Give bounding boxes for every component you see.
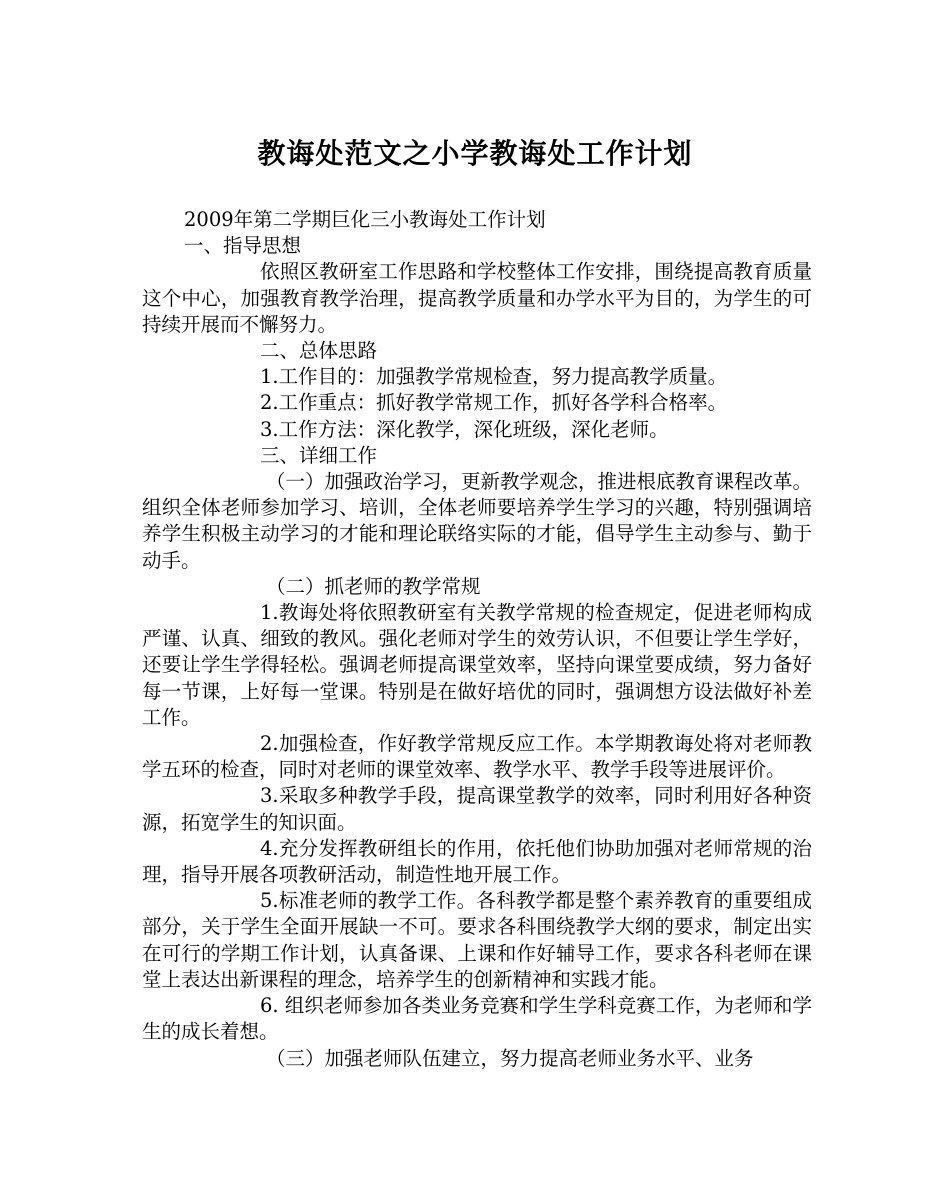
list-item: 1.教诲处将依照教研室有关教学常规的检查规定，促进老师构成严谨、认真、细致的教风。强化老师对学生的效劳认识，不但要让学生学好，还要让学生学得轻松。强调老师提高课堂效率，坚持向课堂要成绩，努力备好每一节课，上好每一堂课。特别是在做好培优的同时，强调想方设法做好补差工作。 [142,601,812,729]
list-item: 3.采取多种教学手段，提高课堂教学的效率，同时利用好各种资源，拓宽学生的知识面。 [142,784,812,834]
list-item: 1.工作目的：加强教学常规检查，努力提高教学质量。 [260,365,728,389]
section-heading-overall-idea: 二、总体思路 [260,339,378,363]
paragraph-plan-heading: 2009年第二学期巨化三小教诲处工作计划 [184,208,546,231]
list-item: 6. 组织老师参加各类业务竞赛和学生学科竞赛工作，为老师和学生的成长着想。 [142,994,812,1044]
document-body [142,207,812,1072]
list-item: 5.标准老师的教学工作。各科教学都是整个素养教育的重要组成部分，关于学生全面开展缺一不可。要求各科围绕教学大纲的要求，制定出实在可行的学期工作计划，认真备课、上课和作好辅导工作，要求各科老师在课堂上表达出新课程的理念，培养学生的创新精神和实践才能。 [142,889,812,991]
list-item: 2.加强检查，作好教学常规反应工作。本学期教诲处将对老师教学五环的检查，同时对老师的课堂效率、教学水平、教学手段等进展评价。 [142,732,812,782]
paragraph: （一）加强政治学习，更新教学观念，推进根底教育课程改革。组织全体老师参加学习、培训，全体老师要培养学生学习的兴趣，特别强调培养学生积极主动学习的才能和理论联络实际的才能，倡导学生主动参与、勤于动手。 [142,470,813,572]
list-item: 4.充分发挥教研组长的作用，依托他们协助加强对老师常规的治理，指导开展各项教研活动，制造性地开展工作。 [142,836,812,887]
list-item: 3.工作方法：深化教学，深化班级，深化老师。 [260,417,669,441]
list-item: 2.工作重点：抓好教学常规工作，抓好各学科合格率。 [260,391,728,415]
document-title: 教诲处范文之小学教诲处工作计划 [257,137,693,170]
paragraph: 依照区教研室工作思路和学校整体工作安排，围绕提高教育质量这个中心，加强教育教学治理，提高教学质量和办学水平为目的，为学生的可持续开展而不懈努力。 [142,260,812,336]
section-heading-guiding-thought: 一、指导思想 [184,234,302,258]
section-heading-detailed-work: 三、详细工作 [260,443,378,467]
paragraph: （三）加强老师队伍建立，努力提高老师业务水平、业务 [266,1046,754,1070]
subsection-heading: （二）抓老师的教学常规 [266,574,481,598]
